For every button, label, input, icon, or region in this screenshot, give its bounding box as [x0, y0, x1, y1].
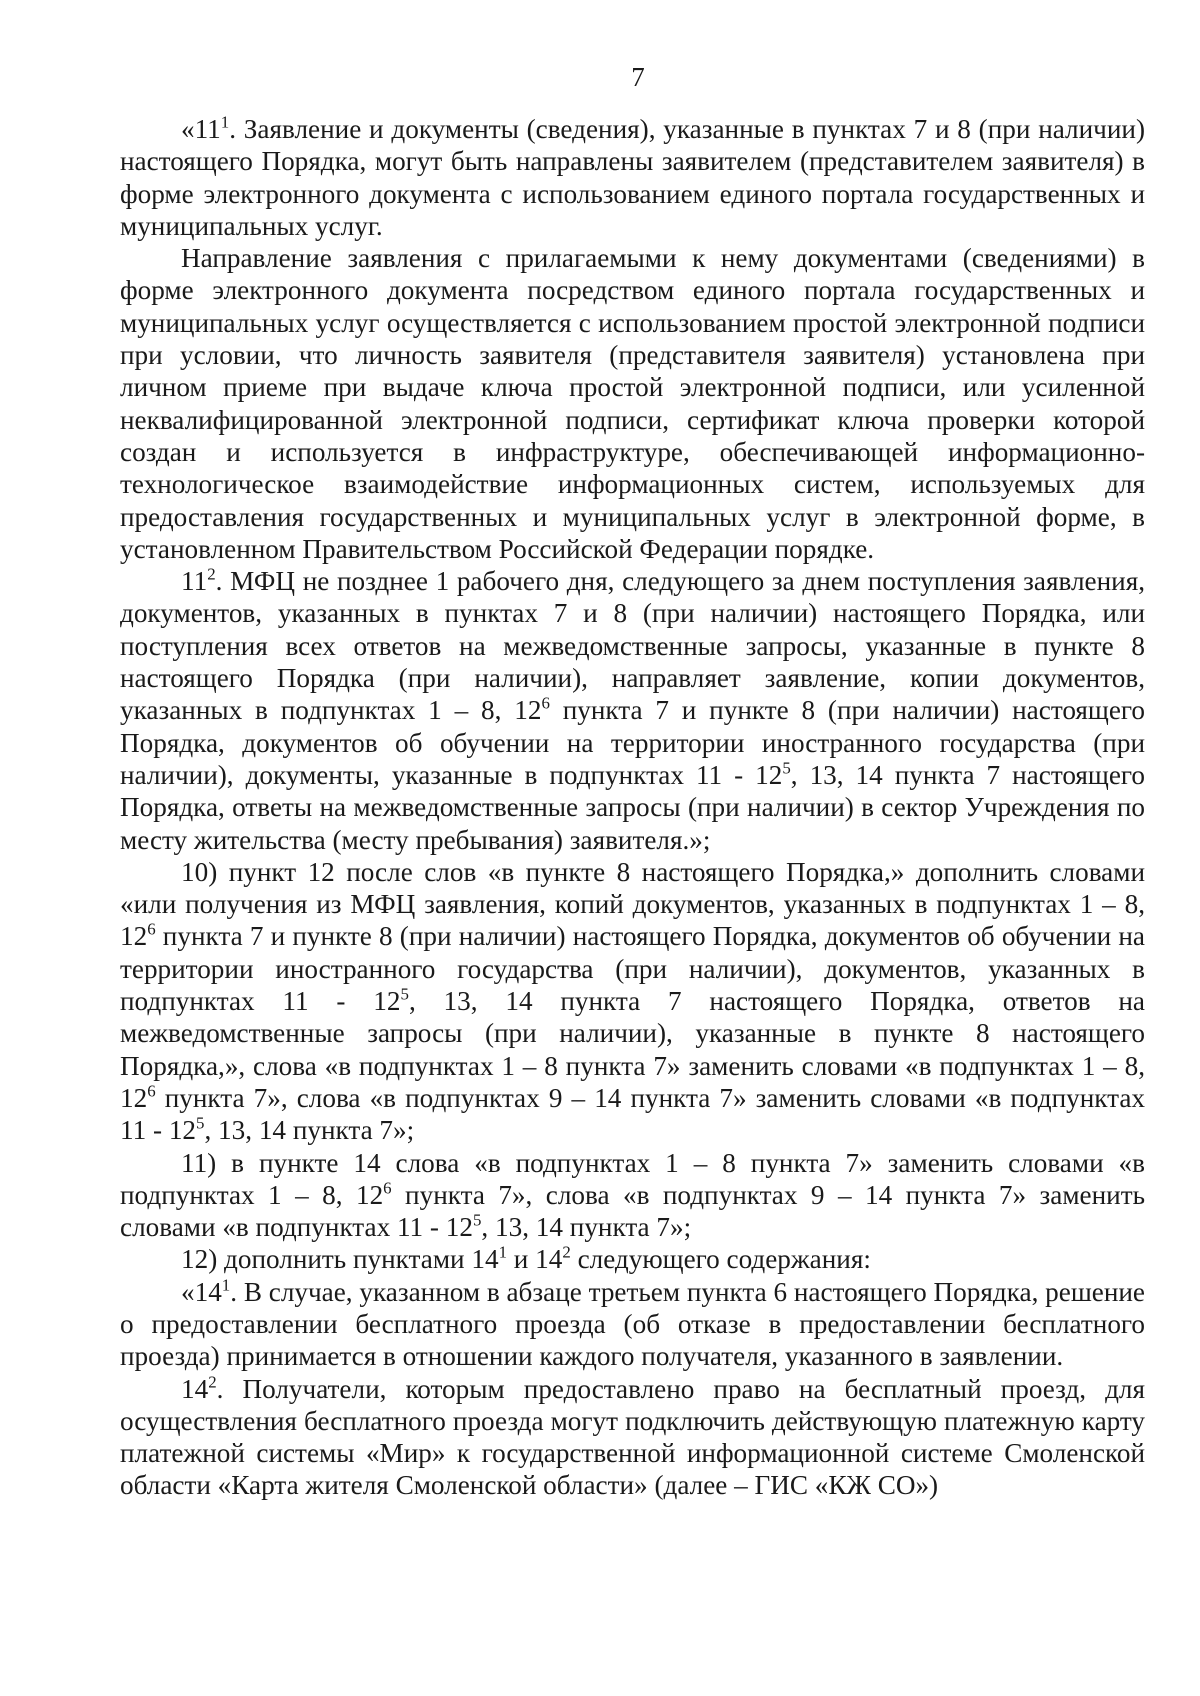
superscript-index: 2	[208, 1372, 217, 1392]
paragraph-text: . Заявление и документы (сведения), указанные в пунктах 7 и 8 (при наличии) настоящего Порядка, могут быть направлены заявителем (представителем заявителя) в форме электронного документа с использованием единого портала государственных и муниципальных услуг.	[120, 114, 1145, 241]
paragraph-item-14-2	[120, 1373, 1145, 1502]
superscript-index: 6	[383, 1178, 392, 1198]
superscript-index: 6	[147, 919, 156, 939]
paragraph-text: 11	[181, 566, 208, 597]
paragraph-item-11-1	[120, 113, 1145, 242]
paragraph-text: 11) в пункте 14 слова «в подпунктах 1 – 8 пункта 7» заменить словами «в подпунктах 1 – 8, 12	[120, 1147, 1145, 1210]
paragraph-text: 10) пункт 12 после слов «в пункте 8 настоящего Порядка,» дополнить словами «или получения из МФЦ заявления, копий документов, указанных в подпунктах 1 – 8, 12	[120, 856, 1145, 952]
paragraph-item-11-2	[120, 565, 1145, 856]
paragraph-text: Направление заявления с прилагаемыми к нему документами (сведениями) в форме электронного документа посредством единого портала государственных и муниципальных услуг осуществляется с использованием простой электронной подписи при условии, что личность заявителя (представителя заявителя) установлена при личном приеме при выдаче ключа простой электронной подписи, или усиленной неквалифицированной электронной подписи, сертификат ключа проверки которой создан и используется в инфраструктуре, обеспечивающей информационно-технологическое взаимодействие информационных систем, используемых для предоставления государственных и муниципальных услуг в электронной форме, в установленном Правительством Российской Федерации порядке.	[120, 243, 1145, 564]
paragraph-text: пункта 7», слова «в подпунктах 9 – 14 пункта 7» заменить словами «в подпунктах 11 - 12	[120, 1179, 1145, 1243]
paragraph-text: , 13, 14 пункта 7 настоящего Порядка, ответов на межведомственные запросы (при наличии), указанные в пункте 8 настоящего Порядка,», слова «в подпунктах 1 – 8 пункта 7» заменить словами «в подпунктах 1 – 8, 12	[120, 986, 1146, 1113]
paragraph-text: и 14	[507, 1244, 563, 1275]
superscript-index: 6	[147, 1081, 156, 1101]
paragraph-text: 14	[181, 1373, 209, 1404]
paragraph-item-14-1	[120, 1276, 1145, 1373]
paragraph-amendment-11	[120, 1147, 1145, 1244]
superscript-index: 5	[782, 758, 791, 778]
superscript-index: 1	[220, 112, 230, 132]
paragraph-text: «14	[181, 1276, 222, 1307]
paragraph-text: . В случае, указанном в абзаце третьем пункта 6 настоящего Порядка, решение о предоставлении бесплатного проезда (об отказе в предоставлении бесплатного проезда) принимается в отношении каждого получателя, указанного в заявлении.	[120, 1276, 1145, 1372]
paragraph-text: пункта 7 и пункте 8 (при наличии) настоящего Порядка, документов об обучении на территории иностранного государства (при наличии), документов, указанных в подпунктах 11 - 12	[120, 921, 1145, 1017]
page-number: 7	[631, 62, 645, 92]
superscript-index: 5	[472, 1210, 482, 1230]
paragraph-electronic-submission	[120, 242, 1145, 565]
superscript-index: 5	[196, 1113, 205, 1133]
paragraph-text: , 13, 14 пункта 7 настоящего Порядка, ответы на межведомственные запросы (при наличии) в сектор Учреждения по месту жительства (месту пребывания) заявителя.»;	[120, 759, 1145, 855]
paragraph-text: «11	[181, 114, 221, 144]
superscript-index: 5	[400, 984, 409, 1004]
superscript-index: 2	[207, 564, 216, 584]
paragraph-text: , 13, 14 пункта 7»;	[204, 1115, 415, 1146]
document-body	[120, 113, 1145, 1502]
superscript-index: 1	[221, 1275, 231, 1295]
superscript-index: 2	[562, 1242, 571, 1262]
paragraph-text: . Получатели, которым предоставлено право на бесплатный проезд, для осуществления бесплатного проезда могут подключить действующую платежную карту платежной системы «Мир» к государственной информационной системе Смоленской области «Карта жителя Смоленской области» (далее – ГИС «КЖ СО»)	[120, 1373, 1145, 1501]
paragraph-text: , 13, 14 пункта 7»;	[481, 1212, 692, 1243]
paragraph-text: . МФЦ не позднее 1 рабочего дня, следующего за днем поступления заявления, документов, указанных в пунктах 7 и 8 (при наличии) настоящего Порядка, или поступления всех ответов на межведомственные запросы, указанные в пункте 8 настоящего Порядка (при наличии), направляет заявление, копии документов, указанных в подпунктах 1 – 8, 12	[120, 566, 1145, 726]
paragraph-text: пункта 7 и пункте 8 (при наличии) настоящего Порядка, документов об обучении на территории иностранного государства (при наличии), документы, указанные в подпунктах 11 - 12	[120, 695, 1145, 790]
paragraph-text: 12) дополнить пунктами 14	[181, 1244, 499, 1275]
paragraph-amendment-12	[120, 1243, 1145, 1275]
paragraph-amendment-10	[120, 856, 1145, 1147]
paragraph-text: следующего содержания:	[570, 1244, 871, 1275]
paragraph-text: пункта 7», слова «в подпунктах 9 – 14 пункта 7» заменить словами «в подпунктах 11 - 12	[120, 1082, 1145, 1146]
superscript-index: 1	[498, 1242, 507, 1262]
superscript-index: 6	[541, 693, 550, 713]
